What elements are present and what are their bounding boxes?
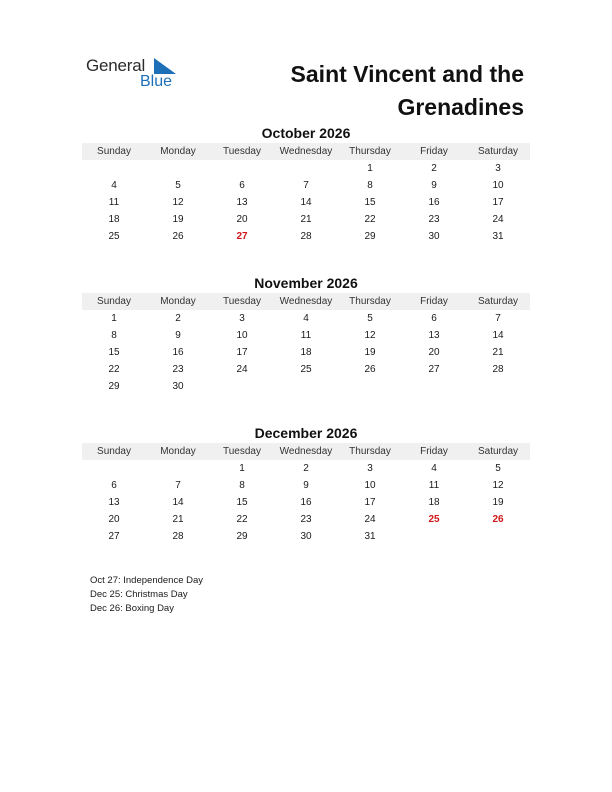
- calendar-day: 26: [364, 364, 376, 375]
- week-row: [82, 344, 530, 361]
- holiday-note: Dec 26: Boxing Day: [90, 603, 174, 614]
- calendar-day: 1: [111, 313, 117, 324]
- week-row: [82, 160, 530, 177]
- holiday-note: Dec 25: Christmas Day: [90, 589, 188, 600]
- week-row: [82, 228, 530, 245]
- calendar-day-empty: [466, 378, 530, 395]
- logo-text-general: General: [86, 56, 146, 75]
- calendar-day: 29: [364, 231, 376, 242]
- weekday-header: Sunday: [97, 296, 131, 307]
- calendar-day: 4: [303, 313, 309, 324]
- calendar-day: 13: [108, 497, 120, 508]
- logo-text-blue: Blue: [140, 73, 173, 90]
- calendar-day: 19: [172, 214, 184, 225]
- calendar-day: 28: [492, 364, 504, 375]
- calendar-day: 11: [300, 330, 312, 341]
- weekday-header: Thursday: [349, 446, 391, 457]
- calendar-day: 18: [108, 214, 120, 225]
- weekday-header-row: [82, 293, 530, 310]
- calendar-day: 19: [492, 497, 504, 508]
- calendar-day: 8: [239, 480, 245, 491]
- week-row: [82, 177, 530, 194]
- calendar-day: 25: [428, 514, 440, 525]
- calendar-day: 19: [364, 347, 376, 358]
- calendar-day: 27: [236, 231, 248, 242]
- calendar-day: 6: [239, 180, 245, 191]
- calendar-day: 6: [431, 313, 437, 324]
- calendar-day: 3: [367, 463, 373, 474]
- logo-triangle-icon: [154, 58, 176, 74]
- weekday-header: Wednesday: [279, 446, 333, 457]
- calendar-day: 10: [492, 180, 504, 191]
- calendar-day: 18: [300, 347, 312, 358]
- weekday-header: Wednesday: [279, 296, 333, 307]
- country-title-line1: Saint Vincent and the: [290, 61, 524, 87]
- calendar-day: 14: [492, 330, 504, 341]
- calendar-day: 14: [300, 197, 312, 208]
- calendar-day: 10: [364, 480, 376, 491]
- calendar-day: 20: [236, 214, 248, 225]
- weekday-header: Saturday: [477, 446, 519, 457]
- calendar-day: 29: [236, 531, 248, 542]
- month-december: [82, 424, 530, 545]
- calendar-day: 4: [111, 180, 117, 191]
- calendar-day: 30: [428, 231, 440, 242]
- calendar-day: 22: [364, 214, 376, 225]
- calendar-day: 23: [172, 364, 184, 375]
- calendar-day: 31: [492, 231, 504, 242]
- month-title: October 2026: [261, 125, 351, 141]
- calendar-day-empty: [274, 160, 338, 177]
- calendar-day: 8: [111, 330, 117, 341]
- weekday-header: Tuesday: [223, 446, 261, 457]
- calendar-day: 22: [236, 514, 248, 525]
- calendar-day-empty: [274, 378, 338, 395]
- calendar-day: 28: [300, 231, 312, 242]
- calendar-day-empty: [146, 160, 210, 177]
- calendar-day: 15: [364, 197, 376, 208]
- calendar-day: 11: [428, 480, 440, 491]
- calendar-day: 7: [175, 480, 181, 491]
- weekday-header: Sunday: [97, 146, 131, 157]
- calendar-day: 29: [108, 381, 120, 392]
- calendar-day: 23: [300, 514, 312, 525]
- week-row: [82, 378, 530, 395]
- country-title: [224, 58, 524, 124]
- calendar-day: 22: [108, 364, 120, 375]
- country-title-line2: Grenadines: [397, 94, 524, 120]
- calendar-day: 17: [364, 497, 376, 508]
- calendar-day: 5: [495, 463, 501, 474]
- calendar-day: 13: [236, 197, 248, 208]
- weekday-header: Monday: [160, 296, 196, 307]
- calendar-day: 12: [364, 330, 376, 341]
- calendar-day: 12: [172, 197, 184, 208]
- calendar-day: 10: [236, 330, 248, 341]
- calendar-day: 25: [108, 231, 120, 242]
- calendar-day: 13: [428, 330, 440, 341]
- calendar-day: 27: [428, 364, 440, 375]
- calendar-day: 1: [239, 463, 245, 474]
- calendar-day: 9: [303, 480, 309, 491]
- calendar-day-empty: [82, 160, 146, 177]
- calendar-day: 14: [172, 497, 184, 508]
- calendar-day: 2: [431, 163, 437, 174]
- calendar-day: 30: [172, 381, 184, 392]
- calendar-day: 15: [108, 347, 120, 358]
- week-row: [82, 460, 530, 477]
- calendar-day: 18: [428, 497, 440, 508]
- weekday-header: Saturday: [477, 296, 519, 307]
- calendar-day: 25: [300, 364, 312, 375]
- calendar-day: 16: [428, 197, 440, 208]
- calendar-day: 21: [300, 214, 312, 225]
- calendar-day: 21: [172, 514, 184, 525]
- weekday-header: Friday: [420, 296, 448, 307]
- calendar-day-empty: [82, 460, 146, 477]
- calendar-day: 26: [172, 231, 184, 242]
- calendar-day: 11: [108, 197, 120, 208]
- week-row: [82, 494, 530, 511]
- calendar-day: 12: [492, 480, 504, 491]
- calendar-day-empty: [402, 528, 466, 545]
- weekday-header: Monday: [160, 146, 196, 157]
- generalblue-logo: [86, 56, 186, 96]
- calendar-day-empty: [210, 378, 274, 395]
- calendar-day: 3: [239, 313, 245, 324]
- calendar-day: 5: [175, 180, 181, 191]
- calendar-day: 5: [367, 313, 373, 324]
- calendar-day: 16: [300, 497, 312, 508]
- calendar-day: 21: [492, 347, 504, 358]
- weekday-header: Tuesday: [223, 296, 261, 307]
- calendar-day-empty: [338, 378, 402, 395]
- holiday-notes: [90, 574, 203, 616]
- calendar-day: 20: [428, 347, 440, 358]
- weekday-header: Thursday: [349, 146, 391, 157]
- calendar-day: 3: [495, 163, 501, 174]
- weekday-header: Friday: [420, 146, 448, 157]
- week-row: [82, 477, 530, 494]
- week-row: [82, 327, 530, 344]
- week-row: [82, 310, 530, 327]
- month-title: December 2026: [254, 425, 358, 441]
- weekday-header-row: [82, 443, 530, 460]
- calendar-day: 23: [428, 214, 440, 225]
- weekday-header: Tuesday: [223, 146, 261, 157]
- calendar-day: 30: [300, 531, 312, 542]
- calendar-day: 31: [364, 531, 376, 542]
- week-row: [82, 194, 530, 211]
- calendar-day: 24: [236, 364, 248, 375]
- calendar-day: 20: [108, 514, 120, 525]
- weekday-header: Thursday: [349, 296, 391, 307]
- calendar-day: 17: [236, 347, 248, 358]
- calendar-day: 16: [172, 347, 184, 358]
- calendar-day: 4: [431, 463, 437, 474]
- calendar-day: 2: [303, 463, 309, 474]
- weekday-header: Wednesday: [279, 146, 333, 157]
- holiday-note: Oct 27: Independence Day: [90, 575, 204, 586]
- weekday-header: Sunday: [97, 446, 131, 457]
- weekday-header: Monday: [160, 446, 196, 457]
- month-october: [82, 124, 530, 245]
- calendar-day: 9: [431, 180, 437, 191]
- calendar-day: 15: [236, 497, 248, 508]
- weekday-header: Saturday: [477, 146, 519, 157]
- calendar-day: 26: [492, 514, 504, 525]
- calendar-day: 24: [492, 214, 504, 225]
- calendar-day: 2: [175, 313, 181, 324]
- weekday-header: Friday: [420, 446, 448, 457]
- calendar-day: 1: [367, 163, 373, 174]
- month-title: November 2026: [254, 275, 358, 291]
- calendar-day: 7: [495, 313, 501, 324]
- week-row: [82, 528, 530, 545]
- calendar-day: 27: [108, 531, 120, 542]
- calendar-day: 17: [492, 197, 504, 208]
- calendar-day: 6: [111, 480, 117, 491]
- week-row: [82, 211, 530, 228]
- calendar-day-empty: [466, 528, 530, 545]
- month-november: [82, 274, 530, 395]
- calendar-day: 24: [364, 514, 376, 525]
- calendar-day-empty: [402, 378, 466, 395]
- week-row: [82, 511, 530, 528]
- week-row: [82, 361, 530, 378]
- calendar-day-empty: [210, 160, 274, 177]
- weekday-header-row: [82, 143, 530, 160]
- calendar-day: 7: [303, 180, 309, 191]
- calendar-day: 28: [172, 531, 184, 542]
- calendar-day: 8: [367, 180, 373, 191]
- calendar-day: 9: [175, 330, 181, 341]
- calendar-day-empty: [146, 460, 210, 477]
